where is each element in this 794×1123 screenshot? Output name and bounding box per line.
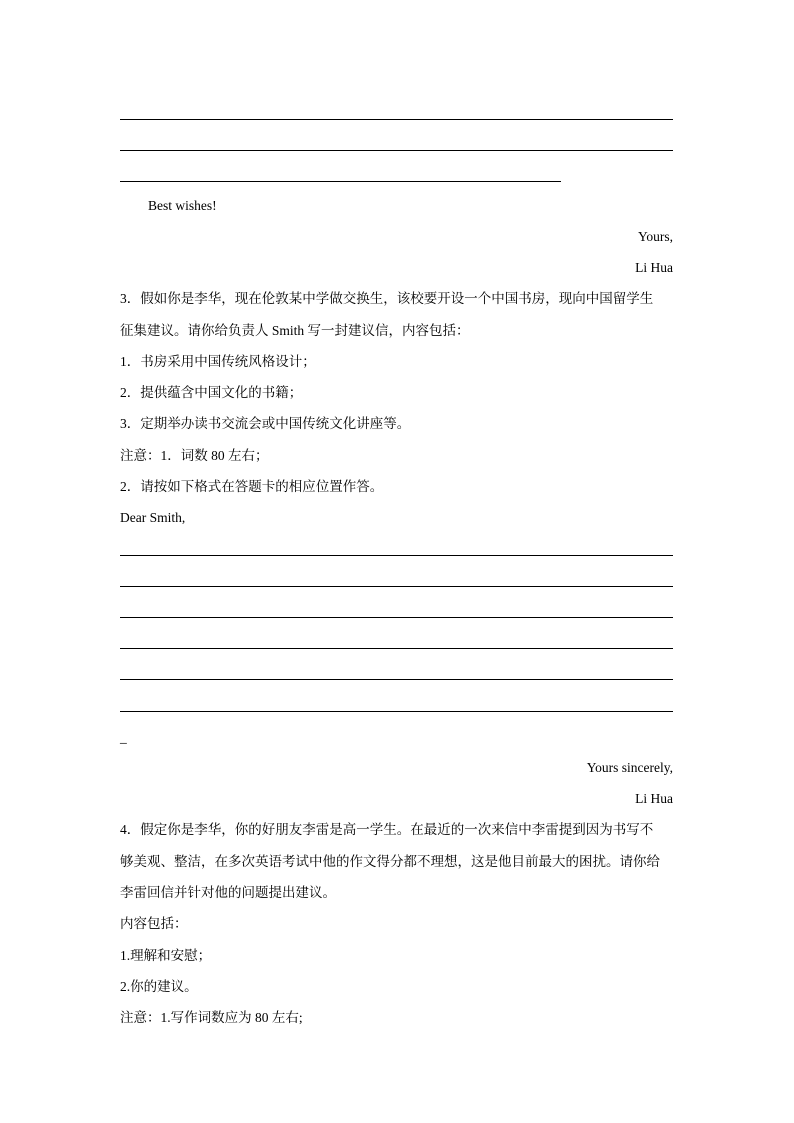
letter-signoff: Yours, xyxy=(637,229,673,244)
letter-signature: Li Hua xyxy=(635,260,673,275)
question-3-point-2: 2．提供蕴含中国文化的书籍； xyxy=(120,385,303,400)
letter-closing: Best wishes! xyxy=(148,198,217,213)
question-3-prompt-line-2: 征集建议。请你给负责人 Smith 写一封建议信，内容包括： xyxy=(120,323,470,338)
question-3-point-3: 3．定期举办读书交流会或中国传统文化讲座等。 xyxy=(120,416,411,431)
question-4-prompt-line-1: 4．假定你是李华，你的好朋友李雷是高一学生。在最近的一次来信中李雷提到因为书写不 xyxy=(120,822,654,837)
answer-line xyxy=(120,617,673,618)
question-3-note-2: 2．请按如下格式在答题卡的相应位置作答。 xyxy=(120,479,384,494)
question-4-content-heading: 内容包括： xyxy=(120,916,188,931)
question-4-prompt-line-2: 够美观、整洁，在多次英语考试中他的作文得分都不理想，这是他目前最大的困扰。请你给 xyxy=(120,854,660,869)
answer-line xyxy=(120,150,673,151)
answer-line xyxy=(120,586,673,587)
question-4-point-2: 2.你的建议。 xyxy=(120,979,198,994)
question-4-note-1: 注意：1.写作词数应为 80 左右; xyxy=(120,1010,303,1025)
question-3-point-1: 1．书房采用中国传统风格设计； xyxy=(120,354,316,369)
letter-salutation: Dear Smith, xyxy=(120,510,186,525)
answer-line xyxy=(120,555,673,556)
question-3-note-1: 注意：1．词数 80 左右； xyxy=(120,448,269,463)
question-4-prompt-line-3: 李雷回信并针对他的问题提出建议。 xyxy=(120,885,336,900)
answer-line xyxy=(120,711,673,712)
question-4-point-1: 1.理解和安慰； xyxy=(120,948,212,963)
answer-line xyxy=(120,648,673,649)
letter-signoff: Yours sincerely, xyxy=(586,760,673,775)
stray-underscore: _ xyxy=(120,730,127,745)
answer-line-short xyxy=(120,181,561,182)
question-3-prompt-line-1: 3．假如你是李华，现在伦敦某中学做交换生，该校要开设一个中国书房，现向中国留学生 xyxy=(120,291,654,306)
letter-signature: Li Hua xyxy=(635,791,673,806)
answer-line xyxy=(120,119,673,120)
answer-line xyxy=(120,679,673,680)
